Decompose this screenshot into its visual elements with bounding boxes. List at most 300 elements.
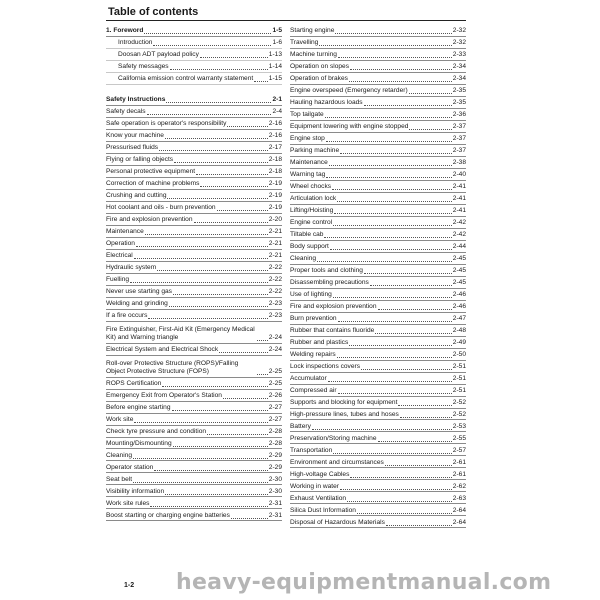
toc-entry-label: Electrical [106,252,133,260]
toc-entry-label: ROPS Certification [106,379,162,387]
title-rule [106,20,466,21]
toc-entry[interactable] [290,480,466,492]
toc-entry[interactable] [106,94,282,106]
toc-entry-label: Emergency Exit from Operator's Station [106,391,222,399]
toc-entry-page: 2-64 [452,518,466,526]
toc-entry-label: Maintenance [106,228,144,236]
toc-entry[interactable] [290,444,466,456]
toc-entry-label: Safety messages [118,63,169,71]
toc-entry-label: Correction of machine problems [106,180,200,188]
dot-leader [148,317,267,319]
toc-entry-label: Articulation lock [290,195,337,203]
toc-entry-page: 2-40 [452,171,466,179]
dot-leader [147,113,272,115]
toc-entry-label: Operation of brakes [290,75,348,83]
dot-leader [172,409,268,411]
toc-entry-page: 2-63 [452,494,466,502]
toc-entry-label: Pressurised fluids [106,144,159,152]
toc-entry-page: 2-44 [452,243,466,251]
toc-entry-page: 2-26 [268,391,282,399]
toc-entry-label: Know your machine [106,132,164,140]
dot-leader [364,104,452,106]
toc-entry[interactable] [106,298,282,310]
toc-entry[interactable] [290,504,466,516]
toc-entry-label: Engine stop [290,135,325,143]
toc-entry[interactable] [290,145,466,157]
dot-leader [153,44,271,46]
toc-entry[interactable] [106,286,282,298]
toc-entry-label: Use of lighting [290,291,332,299]
dot-leader [217,209,268,211]
toc-entry-label: Wheel chocks [290,183,332,191]
toc-entry[interactable] [290,289,466,301]
toc-entry[interactable] [106,118,282,130]
toc-entry[interactable] [290,133,466,145]
toc-entry[interactable] [290,121,466,133]
dot-leader [231,517,268,519]
toc-entry-page: 2-47 [452,315,466,323]
toc-entry-label: If a fire occurs [106,312,148,320]
toc-entry[interactable] [290,361,466,373]
toc-entry-label: Burn prevention [290,315,337,323]
toc-entry-label: Engine control [290,219,333,227]
toc-entry-page: 2-20 [268,216,282,224]
toc-entry-page: 2-21 [268,240,282,248]
dot-leader [326,140,452,142]
toc-entry-page: 2-24 [268,334,282,342]
toc-entry[interactable] [290,229,466,241]
dot-leader [364,272,452,274]
toc-entry-page: 2-49 [452,338,466,346]
toc-entry-page: 2-62 [452,482,466,490]
toc-entry-label: Electrical System and Electrical Shock [106,346,219,353]
toc-entry-label: Fire and explosion prevention [290,303,377,311]
toc-entry[interactable] [106,214,282,226]
toc-entry-label: Compressed air [290,386,337,394]
toc-entry-page: 2-42 [452,219,466,227]
toc-entry[interactable] [106,310,282,322]
dot-leader [350,476,451,478]
toc-entry-page: 1-13 [268,51,282,59]
toc-entry[interactable] [290,241,466,253]
dot-leader [165,493,268,495]
toc-entry[interactable] [290,253,466,265]
toc-entry-label: Mounting/Dismounting [106,439,172,447]
toc-entry[interactable] [106,473,282,485]
toc-entry-label: Disposal of Hazardous Materials [290,518,385,526]
toc-entry-label: High-voltage Cables [290,470,350,478]
toc-entry[interactable] [290,432,466,444]
page-title: Table of contents [108,6,199,18]
toc-entry-label: Fire and explosion prevention [106,216,193,224]
dot-leader [337,200,452,202]
toc-entry-page: 2-22 [268,276,282,284]
toc-entry[interactable] [106,322,282,344]
dot-leader [159,149,268,151]
toc-entry-page: 2-35 [452,99,466,107]
toc-entry-label: Starting engine [290,27,335,35]
dot-leader [325,116,452,118]
dot-leader [400,416,452,418]
dot-leader [324,236,451,238]
toc-entry-label: 1. Foreword [106,27,144,35]
toc-entry-page: 2-45 [452,255,466,263]
toc-entry[interactable] [106,274,282,286]
toc-entry-page: 2-32 [452,27,466,35]
toc-entry-label: Body support [290,243,329,251]
toc-entry-label: Work site rules [106,499,150,507]
toc-entry[interactable] [290,169,466,181]
toc-entry[interactable] [106,438,282,450]
toc-entry-page: 2-16 [268,132,282,140]
dot-leader [130,281,268,283]
dot-leader [167,197,267,199]
toc-entry-page: 2-25 [268,379,282,387]
dot-leader [144,32,271,34]
toc-entry[interactable] [290,397,466,409]
toc-entry-page: 2-50 [452,350,466,358]
toc-entry-label: Hot coolant and oils - burn prevention [106,204,216,212]
toc-entry-label: Welding and grinding [106,300,168,308]
toc-entry-label: Doosan ADT payload policy [118,51,199,59]
dot-leader [347,500,452,502]
toc-entry-page: 2-1 [272,96,282,104]
toc-entry[interactable] [290,337,466,349]
toc-entry[interactable] [106,461,282,473]
toc-entry[interactable] [106,497,282,509]
dot-leader [338,392,452,394]
dot-leader [386,524,452,526]
toc-entry[interactable] [106,378,282,390]
toc-entry-label: Supports and blocking for equipment [290,398,398,406]
toc-entry-page: 2-37 [452,147,466,155]
toc-entry-label: Battery [290,422,311,430]
dot-leader [166,101,271,103]
toc-entry-label: Before engine starting [106,403,171,411]
toc-entry[interactable] [290,373,466,385]
toc-entry-page: 2-64 [452,506,466,514]
toc-entry[interactable] [106,226,282,238]
toc-entry-page: 2-16 [268,120,282,128]
dot-leader [173,445,268,447]
dot-leader [409,92,452,94]
toc-entry-label: Operation on slopes [290,63,350,71]
dot-leader [254,80,268,82]
toc-entry[interactable] [106,25,282,37]
toc-entry[interactable] [290,420,466,432]
toc-entry-label: Introduction [118,39,153,47]
toc-entry-page: 2-57 [452,446,466,454]
toc-entry-label: Maintenance [290,159,328,167]
toc-entry-page: 2-22 [268,288,282,296]
toc-entry[interactable] [106,37,282,49]
toc-entry[interactable] [106,142,282,154]
toc-entry-page: 1-14 [268,63,282,71]
toc-entry-label: Safety Instructions [106,96,166,104]
toc-entry-page: 2-22 [268,264,282,272]
toc-entry[interactable] [290,492,466,504]
toc-entry-page: 2-18 [268,156,282,164]
toc-entry[interactable] [290,313,466,325]
toc-entry-label: Equipment lowering with engine stopped [290,123,409,131]
dot-leader [133,457,268,459]
toc-entry-label: Crushing and cutting [106,192,167,200]
toc-entry-label: Rubber and plastics [290,338,349,346]
toc-entry-page: 2-45 [452,267,466,275]
toc-entry[interactable] [290,181,466,193]
toc-entry-page: 2-33 [452,51,466,59]
toc-entry[interactable] [290,97,466,109]
dot-leader [223,397,268,399]
toc-entry-label: Safe operation is operator's responsibility [106,120,227,128]
toc-entry[interactable] [106,178,282,190]
toc-entry[interactable] [290,85,466,97]
dot-leader [200,56,268,58]
toc-entry-label: Never use starting gas [106,288,172,296]
dot-leader [162,385,267,387]
dot-leader [328,380,452,382]
dot-leader [317,260,452,262]
dot-leader [145,233,268,235]
toc-entry-label: Working in water [290,482,339,490]
toc-entry[interactable] [290,157,466,169]
toc-entry-page: 2-35 [452,87,466,95]
dot-leader [340,152,452,154]
toc-entry[interactable] [290,516,466,528]
dot-leader [330,248,452,250]
toc-entry[interactable] [106,154,282,166]
toc-entry[interactable] [106,73,282,85]
toc-entry-page: 2-17 [268,144,282,152]
dot-leader [154,469,268,471]
dot-leader [194,221,268,223]
toc-entry-page: 2-23 [268,300,282,308]
toc-entry[interactable] [290,49,466,61]
toc-entry[interactable] [290,73,466,85]
dot-leader [165,137,268,139]
dot-leader [196,173,268,175]
dot-leader [173,293,268,295]
toc-entry[interactable] [290,109,466,121]
toc-entry[interactable] [290,277,466,289]
dot-leader [398,404,451,406]
toc-entry-page: 2-27 [268,415,282,423]
dot-leader [329,164,452,166]
toc-entry-page: 2-52 [452,398,466,406]
toc-entry[interactable] [290,217,466,229]
toc-entry[interactable] [106,130,282,142]
toc-entry[interactable] [290,349,466,361]
toc-entry[interactable] [106,262,282,274]
toc-entry-page: 2-46 [452,303,466,311]
toc-entry[interactable] [290,456,466,468]
toc-entry-label: Hydraulic system [106,264,157,272]
toc-entry-label: Preservation/Storing machine [290,434,377,442]
toc-entry[interactable] [106,344,282,356]
dot-leader [174,161,268,163]
toc-entry-label: Engine overspeed (Emergency retarder) [290,87,408,95]
toc-entry-page: 2-21 [268,252,282,260]
toc-left-column [106,25,282,521]
toc-entry[interactable] [290,325,466,337]
dot-leader [337,356,452,358]
dot-leader [333,452,452,454]
dot-leader [157,269,268,271]
toc-entry-label: Cleaning [290,255,317,263]
toc-entry-page: 2-41 [452,207,466,215]
dot-leader [134,421,267,423]
toc-entry-page: 2-34 [452,63,466,71]
dot-leader [375,332,451,334]
toc-entry[interactable] [106,402,282,414]
toc-entry-page: 2-4 [272,108,282,116]
dot-leader [333,296,452,298]
dot-leader [335,32,451,34]
toc-entry[interactable] [106,449,282,461]
toc-entry-label: Boost starting or charging engine batteries [106,511,230,519]
toc-entry-label: Parking machine [290,147,340,155]
dot-leader [349,344,452,346]
toc-entry[interactable] [290,61,466,73]
dot-leader [227,125,267,127]
toc-entry[interactable] [106,61,282,73]
toc-entry-label: Seat belt [106,475,133,483]
toc-entry[interactable] [290,193,466,205]
dot-leader [361,368,452,370]
toc-entry-page: 2-61 [452,458,466,466]
dot-leader [357,512,452,514]
toc-entry-page: 2-25 [268,367,282,375]
toc-entry-page: 2-48 [452,327,466,334]
toc-entry-page: 2-19 [268,204,282,212]
toc-entry-page: 2-30 [268,487,282,495]
toc-entry[interactable] [106,485,282,497]
toc-entry-label: Safety decals [106,108,146,116]
toc-entry[interactable] [290,25,466,37]
toc-entry[interactable] [106,426,282,438]
toc-entry-page: 2-41 [452,195,466,203]
toc-entry-page: 2-28 [268,439,282,447]
toc-entry-label: Check tyre pressure and condition [106,427,207,435]
dot-leader [350,68,452,70]
toc-entry[interactable] [290,205,466,217]
toc-entry-page: 2-46 [452,291,466,299]
toc-entry-page: 2-51 [452,386,466,394]
toc-entry-label: Cleaning [106,451,133,459]
toc-entry-page: 2-29 [268,463,282,471]
toc-right-column [290,25,466,528]
dot-leader [133,481,268,483]
toc-entry[interactable] [106,250,282,262]
watermark-text: heavy-equipmentmanual.com [176,570,552,595]
toc-entry-label: Operator station [106,463,154,471]
toc-entry-label: Fuelling [106,276,130,284]
toc-entry-page: 2-23 [268,312,282,320]
toc-entry-page: 2-61 [452,470,466,478]
toc-entry[interactable] [106,356,282,378]
toc-entry-label: Lock inspections covers [290,362,361,370]
toc-entry-page: 1-6 [272,39,282,47]
toc-entry[interactable] [106,238,282,250]
dot-leader [150,505,267,507]
toc-entry[interactable] [290,385,466,397]
toc-entry[interactable] [290,468,466,480]
toc-entry-label: Top tailgate [290,111,324,119]
dot-leader [378,308,452,310]
toc-entry[interactable] [106,190,282,202]
toc-entry-page: 2-37 [452,135,466,143]
toc-entry-page: 2-28 [268,427,282,435]
toc-entry-label: Proper tools and clothing [290,267,363,275]
toc-entry-page: 2-38 [452,159,466,167]
toc-entry-label: Warning tag [290,171,326,179]
dot-leader [334,212,452,214]
dot-leader [340,488,452,490]
toc-entry[interactable] [290,409,466,421]
toc-entry-page: 2-53 [452,422,466,430]
toc-entry[interactable] [290,301,466,313]
toc-entry-page: 2-52 [452,410,466,418]
toc-entry-page: 2-32 [452,39,466,47]
dot-leader [219,351,268,353]
toc-entry[interactable] [106,202,282,214]
dot-leader [338,320,452,322]
toc-entry-page: 2-29 [268,451,282,459]
toc-entry[interactable] [106,414,282,426]
toc-entry[interactable] [106,390,282,402]
toc-entry-page: 2-42 [452,231,466,239]
dot-leader [134,257,268,259]
dot-leader [333,224,452,226]
toc-entry[interactable] [290,37,466,49]
toc-entry-page: 2-34 [452,75,466,83]
toc-entry-label: Tiltable cab [290,231,324,239]
dot-leader [170,68,268,70]
toc-entry-page: 2-27 [268,403,282,411]
toc-entry-label: Environment and circumstances [290,458,384,466]
toc-entry[interactable] [106,166,282,178]
toc-entry-label: Travelling [290,39,319,47]
page-number: 1-2 [124,582,135,589]
toc-entry-label: Machine turning [290,51,337,59]
toc-entry-label: Roll-over Protective Structure (ROPS)/Falling Object Protective Structure (FOPS) [106,359,239,375]
toc-entry[interactable] [106,49,282,61]
toc-entry[interactable] [290,265,466,277]
toc-entry-label: Silica Dust Information [290,506,356,514]
toc-entry-label: Rubber that contains fluoride [290,327,375,334]
dot-leader [207,433,268,435]
toc-entry-page: 2-19 [268,180,282,188]
toc-entry-label: Personal protective equipment [106,168,196,176]
dot-leader [409,128,451,130]
toc-entry-label: Fire Extinguisher, First-Aid Kit (Emergency Medical Kit) and Warning triangle [106,326,255,342]
toc-entry-label: Exhaust Ventilation [290,494,347,502]
dot-leader [338,56,452,58]
toc-entry-label: Flying or falling objects [106,156,174,164]
toc-entry-label: Hauling hazardous loads [290,99,363,107]
toc-entry-label: Accumulator [290,374,327,382]
toc-entry[interactable] [106,509,282,521]
toc-entry[interactable] [106,106,282,118]
toc-entry-label: California emission control warranty statement [118,75,254,83]
dot-leader [257,373,268,375]
toc-entry-page: 2-30 [268,475,282,483]
toc-entry-label: Lifting/Hoisting [290,207,334,215]
toc-entry-label: High-pressure lines, tubes and hoses [290,410,399,418]
toc-entry-page: 2-55 [452,434,466,442]
dot-leader [332,188,452,190]
toc-entry-label: Visibility information [106,487,165,495]
